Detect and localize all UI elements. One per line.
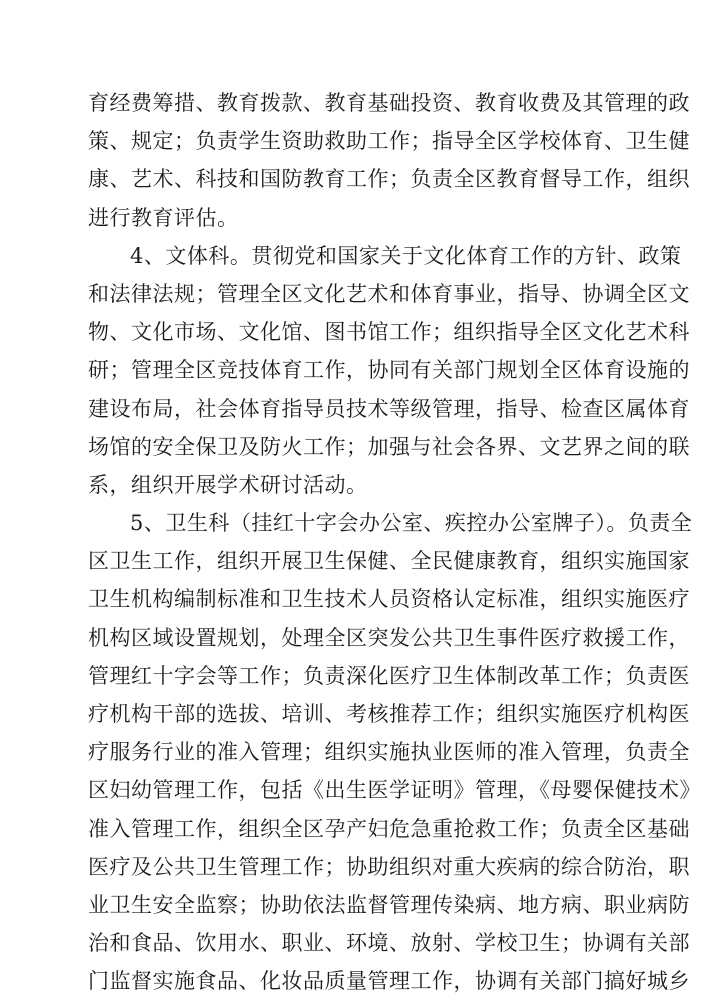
text-line: 卫生机构编制标准和卫生技术人员资格认定标准，组织实施医疗: [88, 587, 690, 612]
text-line: 4、文体科。贯彻党和国家关于文化体育工作的方针、政策: [130, 243, 682, 268]
text-line: 系，组织开展学术研讨活动。: [88, 472, 368, 497]
text-line: 疗机构干部的选拔、培训、考核推荐工作；组织实施医疗机构医: [88, 702, 690, 726]
text-line: 机构区域设置规划，处理全区突发公共卫生事件医疗救援工作，: [88, 625, 690, 650]
text-line: 进行教育评估。: [88, 205, 239, 230]
text-line: 康、艺术、科技和国防教育工作；负责全区教育督导工作，组织: [88, 167, 690, 192]
text-line: 治和食品、饮用水、职业、环境、放射、学校卫生；协调有关部: [88, 931, 690, 956]
text-line: 5、卫生科（挂红十字会办公室、疾控办公室牌子）。负责全: [130, 511, 693, 536]
text-line: 疗服务行业的准入管理；组织实施执业医师的准入管理，负责全: [88, 740, 690, 765]
text-line: 医疗及公共卫生管理工作；协助组织对重大疾病的综合防治，职: [88, 854, 690, 879]
text-line: 场馆的安全保卫及防火工作；加强与社会各界、文艺界之间的联: [88, 434, 690, 459]
text-line: 区妇幼管理工作，包括《出生医学证明》管理，《母婴保健技术》: [88, 778, 701, 803]
text-line: 育经费筹措、教育拨款、教育基础投资、教育收费及其管理的政: [88, 91, 690, 115]
text-line: 区卫生工作，组织开展卫生保健、全民健康教育，组织实施国家: [88, 549, 690, 574]
text-line: 建设布局，社会体育指导员技术等级管理，指导、检查区属体育: [88, 396, 690, 421]
text-line: 准入管理工作，组织全区孕产妇危急重抢救工作；负责全区基础: [88, 816, 690, 841]
document-body: [88, 84, 701, 1001]
text-line: 研；管理全区竞技体育工作，协同有关部门规划全区体育设施的: [88, 358, 690, 383]
text-line: 策、规定；负责学生资助救助工作；指导全区学校体育、卫生健: [88, 129, 690, 154]
text-line: 物、文化市场、文化馆、图书馆工作；组织指导全区文化艺术科: [88, 320, 690, 345]
text-line: 门监督实施食品、化妆品质量管理工作，协调有关部门搞好城乡: [88, 969, 690, 994]
text-line: 业卫生安全监察；协助依法监督管理传染病、地方病、职业病防: [88, 892, 690, 917]
text-line: 管理红十字会等工作；负责深化医疗卫生体制改革工作；负责医: [88, 663, 690, 688]
text-line: 和法律法规；管理全区文化艺术和体育事业，指导、协调全区文: [88, 281, 690, 306]
